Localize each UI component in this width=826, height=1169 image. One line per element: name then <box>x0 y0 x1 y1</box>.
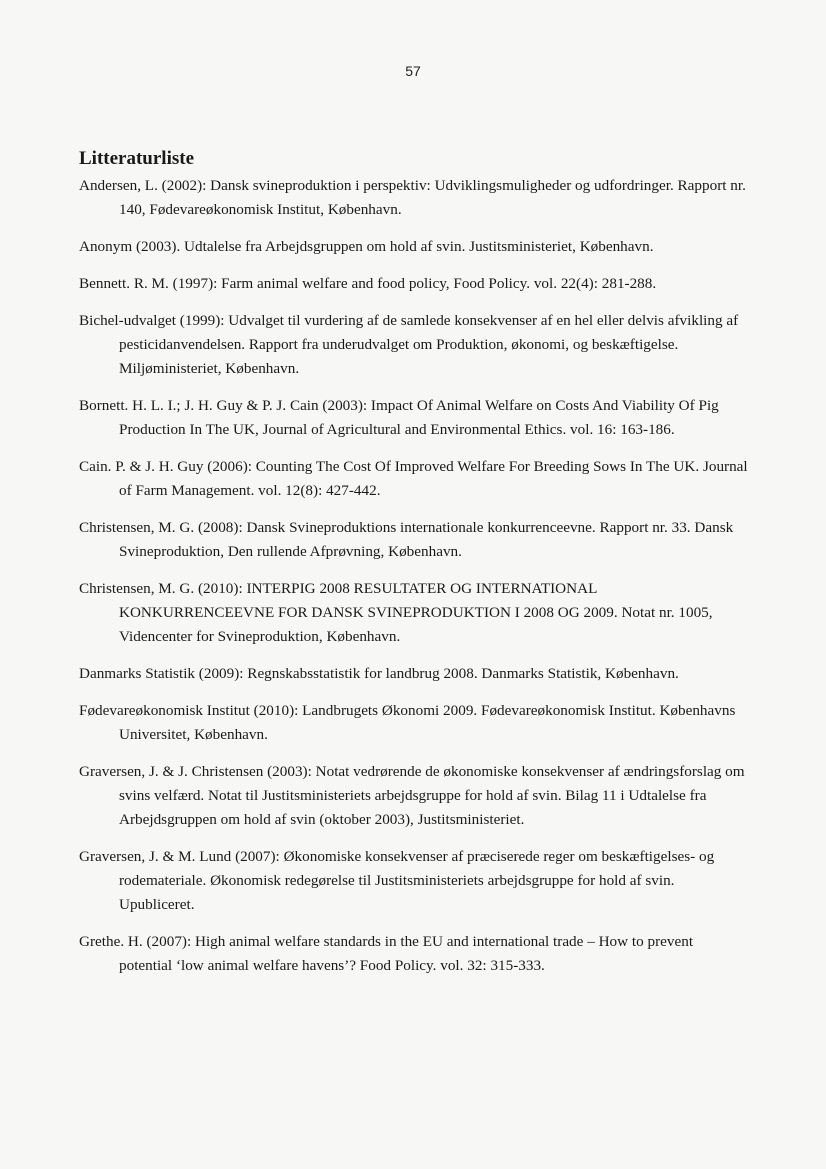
reference-item: Graversen, J. & M. Lund (2007): Økonomiske konsekvenser af præciserede reger om beskæftigelses- og rodemateriale. Økonomisk redegørelse til Justitsministeriets arbejdsgruppe for hold af svin. Upubliceret. <box>79 848 715 913</box>
reference-item: Christensen, M. G. (2008): Dansk Svineproduktions internationale konkurrenceevne. Rapport nr. 33. Dansk Svineproduktion, Den rullende Afprøvning, København. <box>79 519 734 560</box>
reference-item: Danmarks Statistik (2009): Regnskabsstatistik for landbrug 2008. Danmarks Statistik, København. <box>79 665 679 682</box>
reference-item: Bornett. H. L. I.; J. H. Guy & P. J. Cain (2003): Impact Of Animal Welfare on Costs And Viability Of Pig Production In The UK, Journal of Agricultural and Environmental Ethics. vol. 16: 163-186. <box>79 397 719 438</box>
reference-item: Bennett. R. M. (1997): Farm animal welfare and food policy, Food Policy. vol. 22(4): 281-288. <box>79 275 657 292</box>
reference-item: Bichel-udvalget (1999): Udvalget til vurdering af de samlede konsekvenser af en hel eller delvis afvikling af pesticidanvendelsen. Rapport fra underudvalget om Produktion, økonomi, og beskæftigelse. Miljøministeriet, København. <box>79 312 739 377</box>
page-number: 57 <box>405 63 421 79</box>
reference-item: Graversen, J. & J. Christensen (2003): Notat vedrørende de økonomiske konsekvenser af ændringsforslag om svins velfærd. Notat til Justitsministeriets arbejdsgruppe for hold af svin. Bilag 11 i Udtalelse fra Arbejdsgruppen om hold af svin (oktober 2003), Justitsministeriet. <box>79 763 745 828</box>
reference-item: Fødevareøkonomisk Institut (2010): Landbrugets Økonomi 2009. Fødevareøkonomisk Institut. Københavns Universitet, København. <box>79 702 736 743</box>
reference-item: Andersen, L. (2002): Dansk svineproduktion i perspektiv: Udviklingsmuligheder og udfordringer. Rapport nr. 140, Fødevareøkonomisk Institut, København. <box>79 177 746 218</box>
reference-item: Christensen, M. G. (2010): INTERPIG 2008 RESULTATER OG INTERNATIONAL KONKURRENCEEVNE FOR DANSK SVINEPRODUKTION I 2008 OG 2009. Notat nr. 1005, Videncenter for Svineproduktion, København. <box>79 580 713 645</box>
page-title: Litteraturliste <box>79 148 195 169</box>
reference-item: Grethe. H. (2007): High animal welfare standards in the EU and international trade – How to prevent potential ‘low animal welfare havens’? Food Policy. vol. 32: 315-333. <box>79 933 694 974</box>
reference-list <box>79 174 749 991</box>
reference-item: Cain. P. & J. H. Guy (2006): Counting The Cost Of Improved Welfare For Breeding Sows In The UK. Journal of Farm Management. vol. 12(8): 427-442. <box>79 458 748 499</box>
reference-item: Anonym (2003). Udtalelse fra Arbejdsgruppen om hold af svin. Justitsministeriet, København. <box>79 238 654 255</box>
